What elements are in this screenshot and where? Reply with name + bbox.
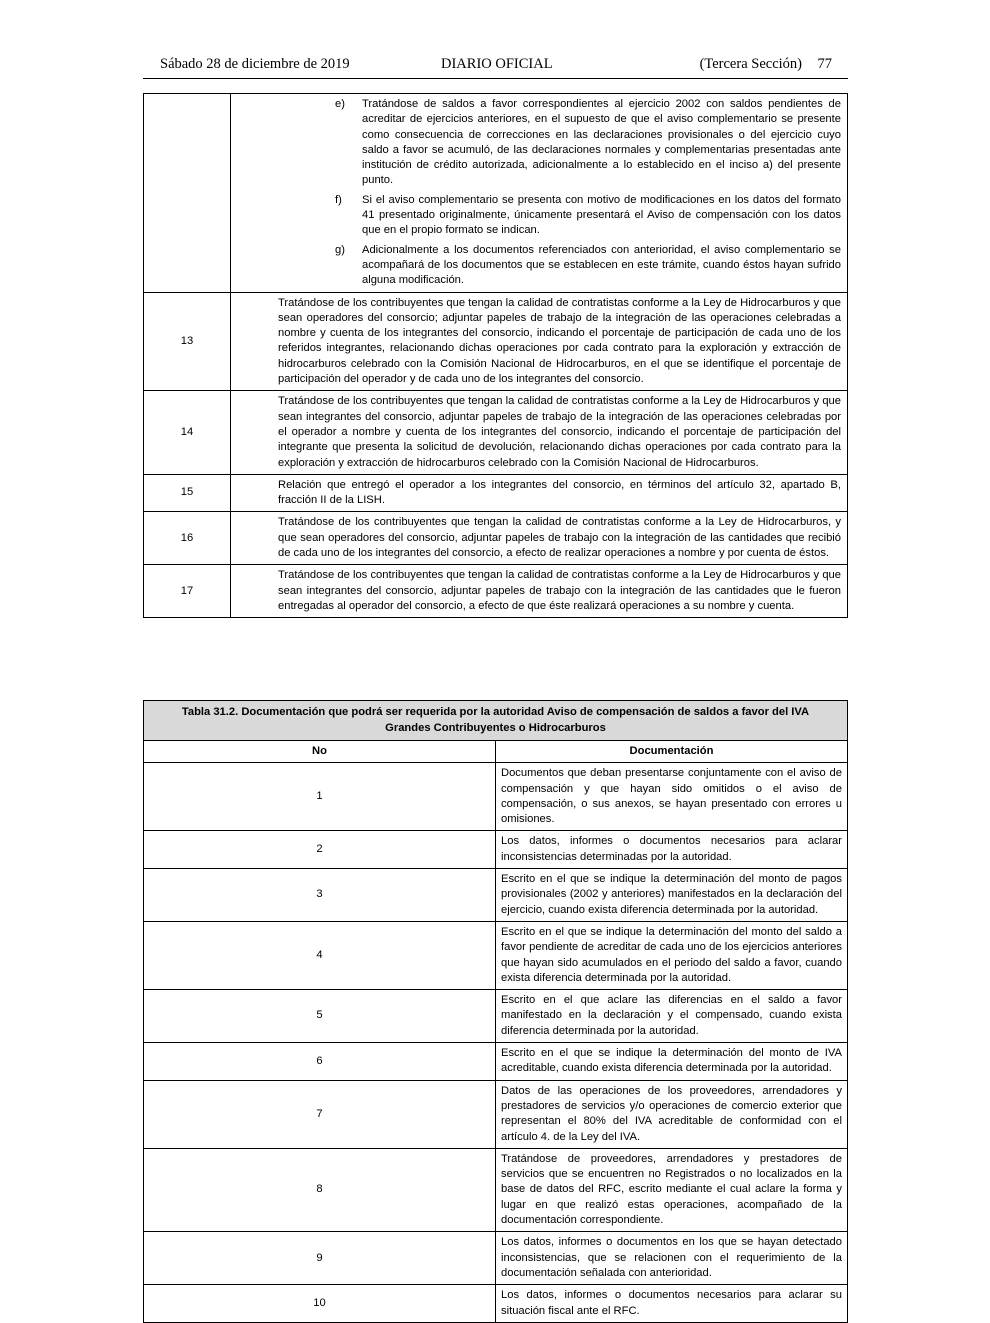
table-row bbox=[144, 1285, 848, 1323]
row-number: 10 bbox=[144, 1285, 496, 1323]
row-text: Tratándose de los contribuyentes que tengan la calidad de contratistas conforme a la Ley de Hidrocarburos y que sean operadores del consorcio; adjuntar papeles de trabajo de la integración de las operaciones celebradas a nombre y cuenta de los integrantes del consorcio, indicando el porcentaje de participación de cada uno de los referidos integrantes, relacionando dichas operaciones por cada contrato para la exploración y extracción de hidrocarburos celebrado con la Comisión Nacional de Hidrocarburos, en el que se identifique el porcentaje de participación del operador y de cada uno de los integrantes del consorcio. bbox=[231, 292, 848, 391]
row-number: 16 bbox=[144, 512, 231, 565]
table-row bbox=[144, 1232, 848, 1285]
row-text: Datos de las operaciones de los proveedores, arrendadores y prestadores de servicios y/o operaciones de comercio exterior que representan el 80% del IVA acreditable de conformidad con el artículo 4. de la Ley del IVA. bbox=[496, 1080, 848, 1148]
table-row bbox=[144, 565, 848, 618]
table-caption-row bbox=[144, 701, 848, 741]
row-text: Tratándose de proveedores, arrendadores y prestadores de servicios que se encuentren no Registrados o no localizados en la base de datos del RFC, escrito mediante el cual aclare la forma y lugar en que realizó estas operaciones, acompañado de la documentación correspondiente. bbox=[496, 1148, 848, 1231]
table-row bbox=[144, 512, 848, 565]
row-number: 13 bbox=[144, 292, 231, 391]
requirements-table bbox=[143, 93, 848, 618]
table-row bbox=[144, 1080, 848, 1148]
row-number: 15 bbox=[144, 474, 231, 512]
row-number: 6 bbox=[144, 1043, 496, 1081]
list-item-text: Si el aviso complementario se presenta con motivo de modificaciones en los datos del formato 41 presentado originalmente, únicamente presentará el Aviso de compensación con los datos que en el propio formato se indican. bbox=[362, 193, 841, 237]
row-number: 7 bbox=[144, 1080, 496, 1148]
table-row bbox=[144, 990, 848, 1043]
table-row bbox=[144, 1148, 848, 1231]
column-header-documentation: Documentación bbox=[496, 741, 848, 763]
table-caption-line2: Grandes Contribuyentes o Hidrocarburos bbox=[385, 721, 606, 734]
row-number: 9 bbox=[144, 1232, 496, 1285]
documentation-table bbox=[143, 700, 848, 1323]
list-item bbox=[231, 97, 841, 189]
row-text: Los datos, informes o documentos necesarios para aclarar su situación fiscal ante el RFC. bbox=[496, 1285, 848, 1323]
row-number: 14 bbox=[144, 391, 231, 474]
row-number: 5 bbox=[144, 990, 496, 1043]
table-header-row bbox=[144, 741, 848, 763]
list-item-label: g) bbox=[335, 243, 345, 256]
table-row bbox=[144, 763, 848, 831]
table-row bbox=[144, 391, 848, 474]
table-caption-line1: Tabla 31.2. Documentación que podrá ser requerida por la autoridad Aviso de compensación de saldos a favor del IVA bbox=[181, 706, 810, 718]
list-item-label: e) bbox=[335, 98, 345, 110]
row-text: Los datos, informes o documentos en los que se hayan detectado inconsistencias, que se relacionen con el requerimiento de la documentación señalada con anterioridad. bbox=[496, 1232, 848, 1285]
row-text: Escrito en el que se indique la determinación del monto de pagos provisionales (2002 y anteriores) manifestados en la declaración del ejercicio, cuando exista diferencia determinada por la autoridad. bbox=[496, 869, 848, 922]
header-title: DIARIO OFICIAL bbox=[441, 56, 553, 72]
row-text: Tratándose de los contribuyentes que tengan la calidad de contratistas conforme a la Ley de Hidrocarburos y que sean integrantes del consorcio, adjuntar papeles de trabajo con la integración de las cantidades que le fueron entregadas al operador del consorcio, a efecto de que éste realizará operaciones a su nombre y cuenta. bbox=[231, 565, 848, 618]
table-caption bbox=[144, 701, 848, 741]
row-text: Tratándose de los contribuyentes que tengan la calidad de contratistas conforme a la Ley de Hidrocarburos, y que sean operadores del consorcio, adjuntar papeles de trabajo con la integración de las cantidades que recibió de cada uno de los integrantes del consorcio, a efecto de realizar operaciones a nombre y por cuenta de éstos. bbox=[231, 512, 848, 565]
list-item-label: f) bbox=[335, 193, 342, 206]
table-row bbox=[144, 1043, 848, 1081]
row-text: Los datos, informes o documentos necesarios para aclarar inconsistencias determinadas por la autoridad. bbox=[496, 831, 848, 869]
row-text: Escrito en el que aclare las diferencias en el saldo a favor manifestado en la declaración y el compensado, cuando exista diferencia determinada por la autoridad. bbox=[496, 990, 848, 1043]
table-row bbox=[144, 869, 848, 922]
list-item-text: Adicionalmente a los documentos referenciados con anterioridad, el aviso complementario se acompañará de los documentos que se establecen en este trámite, cuando éstos hayan sufrido alguna modificación. bbox=[362, 243, 841, 287]
page-header bbox=[160, 56, 832, 76]
row-number: 2 bbox=[144, 831, 496, 869]
list-item bbox=[231, 243, 841, 289]
row-text: Escrito en el que se indique la determinación del monto de IVA acreditable, cuando exista diferencia determinada por la autoridad. bbox=[496, 1043, 848, 1081]
row-number-cell bbox=[144, 94, 231, 293]
table-row bbox=[144, 94, 848, 293]
table-row bbox=[144, 831, 848, 869]
list-item-text: Tratándose de saldos a favor correspondientes al ejercicio 2002 con saldos pendientes de acreditar de ejercicios anteriores, en el supuesto de que el aviso complementario se presente como consecuencia de correcciones en las declaraciones provisionales o del ejercicio cuyo saldo a favor se acumuló, de las declaraciones normales y complementarias presentadas ante institución de crédito autorizada, adicionalmente a lo establecido en el inciso a) del presente punto. bbox=[362, 98, 841, 187]
header-date: Sábado 28 de diciembre de 2019 bbox=[160, 56, 350, 72]
row-number: 8 bbox=[144, 1148, 496, 1231]
column-header-no: No bbox=[144, 741, 496, 763]
row-number: 1 bbox=[144, 763, 496, 831]
row-text: Documentos que deban presentarse conjuntamente con el aviso de compensación y que hayan sido omitidos o el aviso de compensación, o sus anexos, se hayan presentado con errores u omisiones. bbox=[496, 763, 848, 831]
row-text: Escrito en el que se indique la determinación del monto del saldo a favor pendiente de acreditar de cada uno de los ejercicios anteriores que hayan sido acumulados en el periodo del saldo a favor, cuando exista diferencia determinada por la autoridad. bbox=[496, 921, 848, 989]
header-rule bbox=[143, 78, 848, 79]
row-text: Tratándose de los contribuyentes que tengan la calidad de contratistas conforme a la Ley de Hidrocarburos y que sean integrantes del consorcio, adjuntar papeles de trabajo de la integración de las operaciones celebradas por el operador a nombre y cuenta de los integrantes del consorcio, indicando el porcentaje de participación del integrante que presenta la solicitud de devolución, relacionando dichas operaciones por cada contrato para la exploración y extracción de hidrocarburos celebrado con la Comisión Nacional de Hidrocarburos. bbox=[231, 391, 848, 474]
row-number: 3 bbox=[144, 869, 496, 922]
header-page-number: 77 bbox=[817, 56, 832, 72]
list-cell bbox=[231, 94, 848, 293]
row-number: 4 bbox=[144, 921, 496, 989]
row-number: 17 bbox=[144, 565, 231, 618]
table-row bbox=[144, 292, 848, 391]
table-row bbox=[144, 921, 848, 989]
table-row bbox=[144, 474, 848, 512]
row-text: Relación que entregó el operador a los integrantes del consorcio, en términos del artículo 32, apartado B, fracción II de la LISH. bbox=[231, 474, 848, 512]
header-section: (Tercera Sección) bbox=[699, 56, 802, 72]
list-item bbox=[231, 193, 841, 239]
